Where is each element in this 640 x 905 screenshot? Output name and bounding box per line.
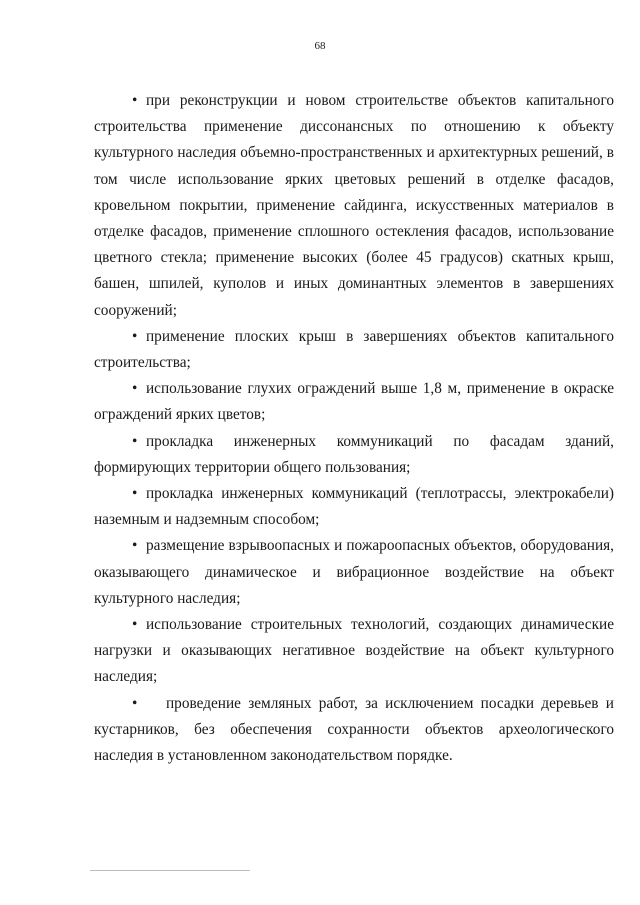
list-item-text: прокладка инженерных коммуникаций (теплотрассы, электрокабели) наземным и надземным способом; <box>94 485 614 529</box>
bullet-icon: • <box>132 380 138 398</box>
list-item <box>94 481 614 533</box>
bullet-icon: • <box>132 485 138 503</box>
list-item <box>94 88 614 324</box>
bullet-icon: • <box>132 432 138 450</box>
page-number: 68 <box>314 40 326 52</box>
list-item-text: при реконструкции и новом строительстве объектов капитального строительства применение диссонансных по отношению к объекту культурного наследия объемно-пространственных и архитектурных решений, в том числе использование ярких цветовых решений в отделке фасадов, кровельном покрытии, применение сайдинга, искусственных материалов в отделке фасадов, применение сплошного остекления фасадов, использование цветного стекла; применение высоких (более 45 градусов) скатных крыш, башен, шпилей, куполов и иных доминантных элементов в завершениях сооружений; <box>94 92 614 319</box>
bullet-icon: • <box>132 694 138 712</box>
list-item-text: применение плоских крыш в завершениях объектов капитального строительства; <box>94 327 614 372</box>
list-item <box>94 612 614 691</box>
footer-divider <box>90 870 250 871</box>
document-body <box>94 88 614 769</box>
list-item-text: размещение взрывоопасных и пожароопасных объектов, оборудования, оказывающего динамическое и вибрационное воздействие на объект культурного наследия; <box>94 537 614 607</box>
list-item <box>94 324 614 376</box>
list-item-text: проведение земляных работ, за исключением посадки деревьев и кустарников, без обеспечения сохранности объектов археологического наследия в установленном законодательством порядке. <box>94 694 614 765</box>
list-item <box>94 376 614 428</box>
list-item <box>94 691 614 770</box>
list-item-text: прокладка инженерных коммуникаций по фасадам зданий, формирующих территории общего пользования; <box>94 432 614 476</box>
list-item-text: использование глухих ограждений выше 1,8 м, применение в окраске ограждений ярких цветов; <box>94 380 614 424</box>
list-item <box>94 429 614 481</box>
list-item-text: использование строительных технологий, создающих динамические нагрузки и оказывающих негативное воздействие на объект культурного наследия; <box>94 616 614 686</box>
bullet-icon: • <box>132 327 138 345</box>
bullet-icon: • <box>132 92 138 109</box>
list-item <box>94 533 614 612</box>
bullet-icon: • <box>132 537 138 555</box>
bullet-icon: • <box>132 616 138 634</box>
